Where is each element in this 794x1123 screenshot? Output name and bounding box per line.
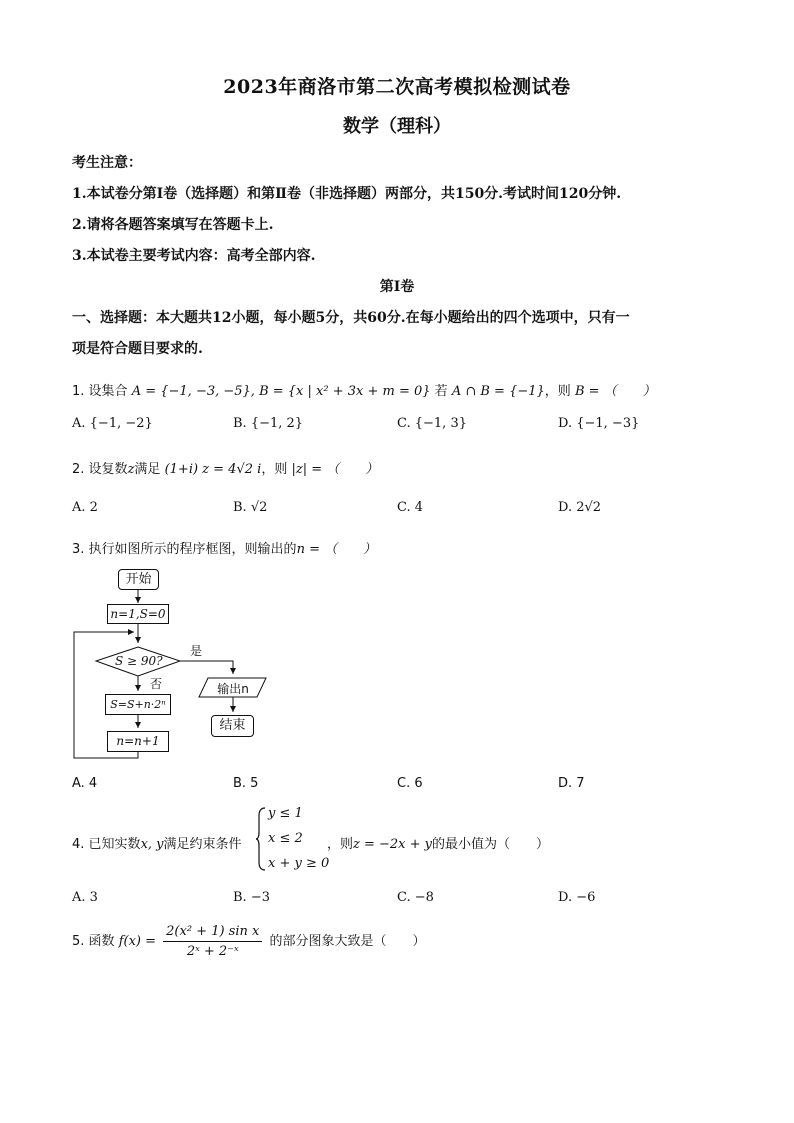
option-a: A. 2: [72, 500, 98, 515]
flowchart-condition: S ≥ 90?: [115, 654, 163, 668]
question-number: 4.: [72, 837, 85, 852]
question-1: 1. 设集合 A = {−1, −3, −5}, B = {x | x² + 3x + m = 0} 若 A ∩ B = {−1}，则 B = （ ）: [72, 384, 656, 399]
section-instruction-line1: 一、选择题：本大题共12小题，每小题5分，共60分.在每小题给出的四个选项中，只有一: [72, 310, 630, 326]
math-expression: A ∩ B = {−1}: [451, 384, 545, 399]
math-expression: (1+i) z = 4√2 i: [164, 462, 262, 477]
constraint-3: x + y ≥ 0: [268, 856, 330, 871]
option-a: A. 3: [72, 890, 98, 905]
question-3: 3. 执行如图所示的程序框图，则输出的n = （ ）: [72, 542, 377, 557]
question-5: 5. 函数 f(x) = $\frac{\text{2(x² + 1) sin x}}{\text{2ˣ + 2⁻ˣ}}$ 的部分图象大致是（ ）: [72, 924, 426, 959]
section-instruction-line2: 项是符合题目要求的.: [72, 341, 203, 357]
volume-label: 第Ⅰ卷: [379, 279, 415, 295]
question-ask: B = （ ）: [574, 384, 656, 399]
flowchart-init: n=1,S=0: [107, 604, 169, 624]
option-c: C. {−1, 3}: [397, 416, 467, 431]
notice-item-2: 2.请将各题答案填写在答题卡上.: [72, 217, 274, 233]
constraint-1: y ≤ 1: [268, 806, 303, 821]
option-a: A. 4: [72, 776, 98, 791]
option-d: D. 2√2: [558, 500, 602, 515]
flowchart-output: 输出n: [217, 682, 249, 696]
option-c: C. −8: [397, 890, 434, 905]
option-d: D. −6: [558, 890, 596, 905]
question-2: 2. 设复数z满足 (1+i) z = 4√2 i，则 |z| = （ ）: [72, 462, 379, 477]
option-b: B. −3: [233, 890, 270, 905]
flowchart-step1: S=S+n·2ⁿ: [105, 694, 171, 715]
page-title: 2023年商洛市第二次高考模拟检测试卷: [223, 76, 571, 98]
question-number: 2.: [72, 462, 85, 477]
question-number: 5.: [72, 934, 85, 949]
notice-heading: 考生注意：: [72, 155, 142, 171]
option-b: B. {−1, 2}: [233, 416, 304, 431]
option-b: B. √2: [233, 500, 268, 515]
page-subtitle: 数学（理科）: [343, 116, 451, 137]
fraction: [163, 924, 262, 959]
question-number: 1.: [72, 384, 85, 399]
math-expression: z = −2x + y: [353, 837, 433, 852]
flowchart-yes-label: 是: [190, 644, 203, 658]
flowchart-start: 开始: [118, 569, 159, 590]
math-expression: A = {−1, −3, −5}, B = {x | x² + 3x + m = 0}: [131, 384, 431, 399]
question-ask: |z| = （ ）: [291, 462, 379, 477]
option-a: A. {−1, −2}: [72, 416, 153, 431]
flowchart-step2: n=n+1: [107, 731, 169, 752]
question-number: 3.: [72, 542, 85, 557]
option-c: C. 4: [397, 500, 424, 515]
question-4-tail: ，则z = −2x + y的最小值为（ ）: [327, 837, 550, 852]
flowchart-no-label: 否: [150, 677, 163, 691]
brace: [255, 806, 267, 872]
fraction-numerator: 2(x² + 1) sin x: [163, 924, 262, 942]
fraction-denominator: 2ˣ + 2⁻ˣ: [186, 944, 239, 959]
option-d: D. 7: [558, 776, 585, 791]
option-b: B. 5: [233, 776, 259, 791]
constraint-2: x ≤ 2: [268, 831, 303, 846]
option-c: C. 6: [397, 776, 423, 791]
notice-item-1: 1.本试卷分第Ⅰ卷（选择题）和第Ⅱ卷（非选择题）两部分，共150分.考试时间120分钟.: [72, 186, 622, 202]
question-ask: n = （ ）: [296, 542, 377, 557]
flowchart-end: 结束: [211, 715, 254, 737]
option-d: D. {−1, −3}: [558, 416, 640, 431]
notice-item-3: 3.本试卷主要考试内容：高考全部内容.: [72, 248, 316, 264]
question-4: 4. 已知实数x, y满足约束条件: [72, 837, 242, 852]
